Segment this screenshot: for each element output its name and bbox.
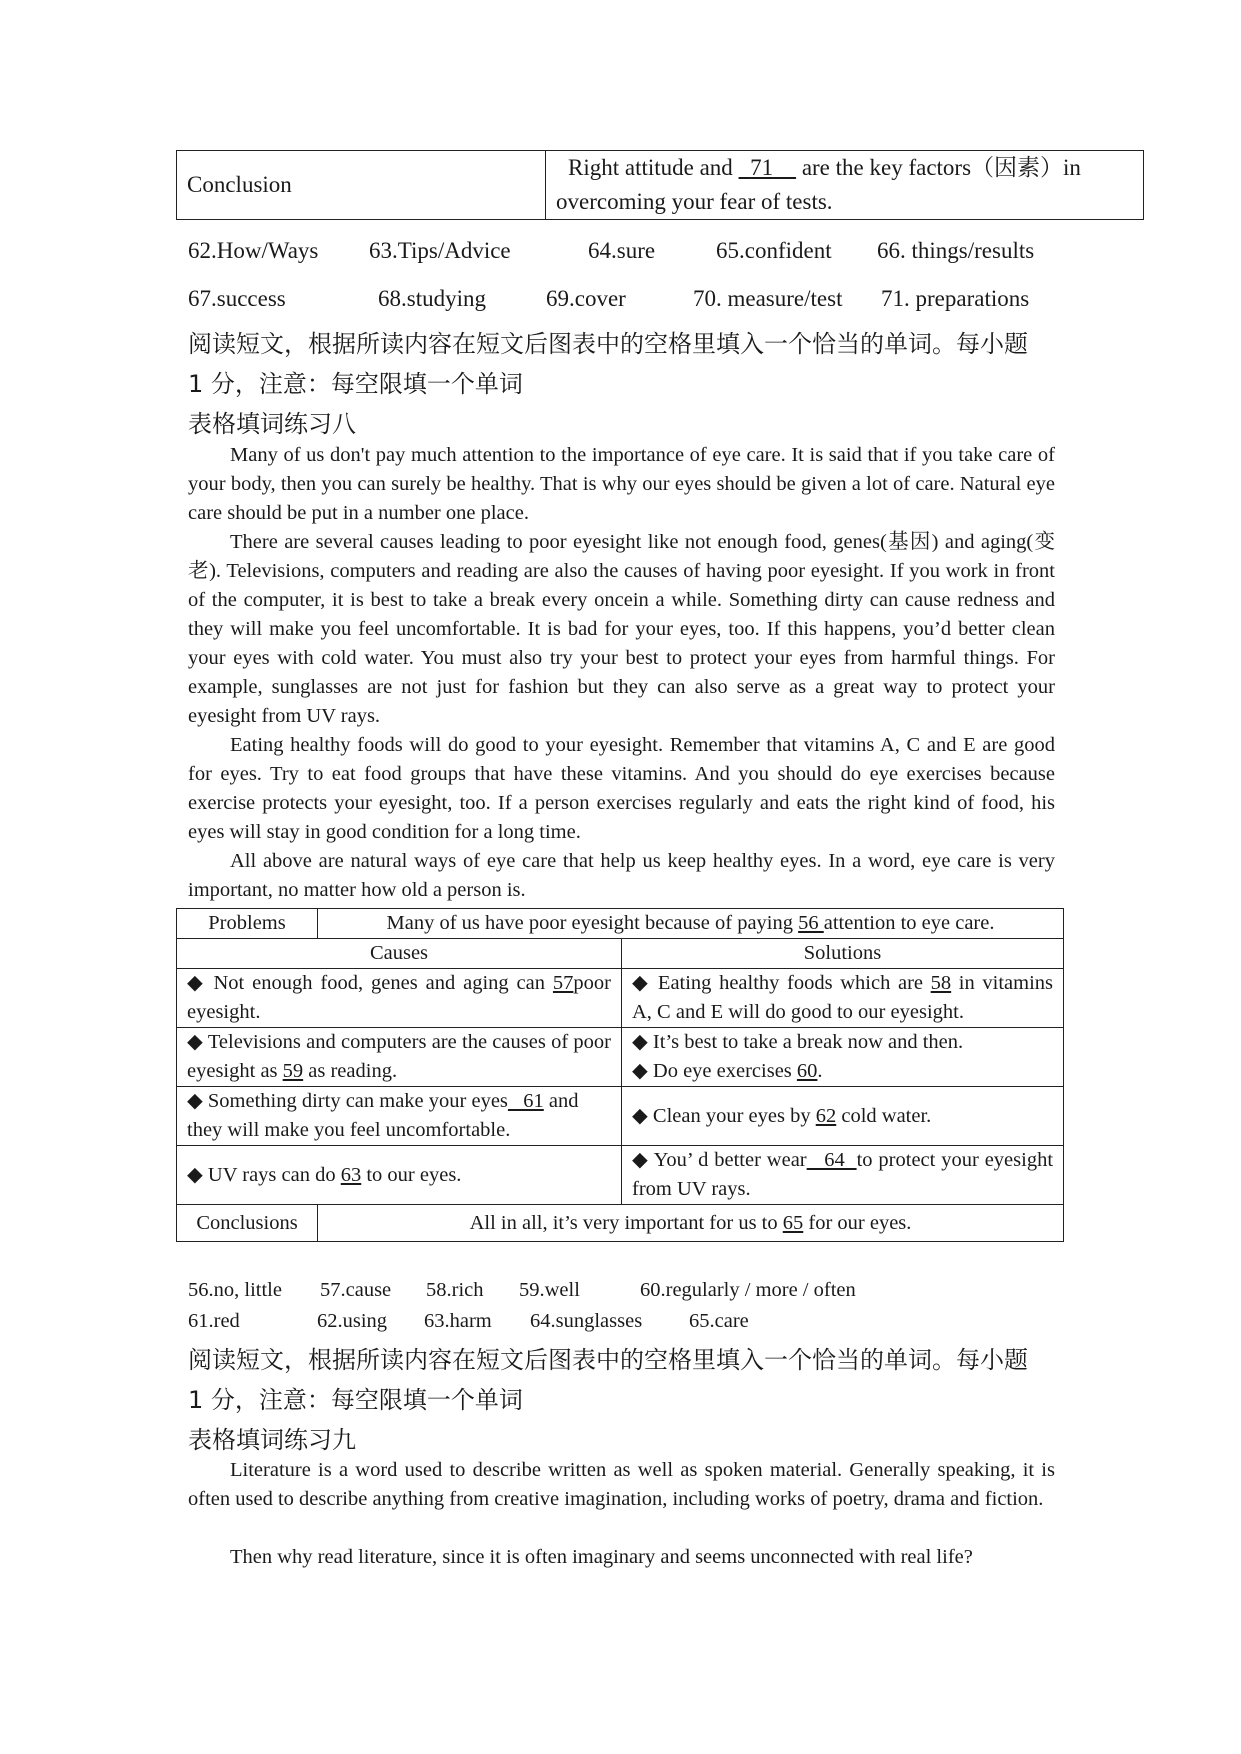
cause-text: as reading. — [303, 1060, 398, 1082]
answer-item: 63.harm — [424, 1310, 492, 1332]
section9-instruction-line1: 阅读短文，根据所读内容在短文后图表中的空格里填入一个恰当的单词。每小题 — [188, 1346, 1028, 1374]
solution-text: to protect your eyesight from UV rays. — [632, 1149, 1054, 1200]
blank-58: 58 — [930, 972, 952, 994]
table-row — [177, 1087, 1064, 1146]
solution-line — [632, 1057, 1053, 1086]
blank-56: 56 — [798, 912, 824, 934]
conclusion-text-after: are the key factors（因素）in overcoming your fear of tests. — [556, 155, 1081, 214]
blank-71-number: 71 — [750, 155, 774, 180]
solution-text: It’s best to take a break now and then. — [647, 1031, 964, 1053]
diamond-bullet-icon: ◆ — [187, 1163, 203, 1186]
answer-item: 64.sure — [588, 238, 656, 263]
answer-item: 71. preparations — [881, 286, 1030, 311]
table-row — [177, 151, 1144, 220]
section9-title: 表格填词练习九 — [188, 1426, 356, 1454]
answer-item: 69.cover — [546, 286, 626, 311]
answer-item: 61.red — [188, 1310, 240, 1332]
blank-62: 62 — [815, 1104, 837, 1127]
cause-text: to our eyes. — [361, 1163, 462, 1186]
eye-care-table — [176, 908, 1064, 1242]
problems-label: Problems — [177, 909, 318, 939]
conclusion-text — [546, 151, 1144, 220]
cause-cell — [177, 1087, 622, 1146]
cause-text: Not enough food, genes and aging can — [205, 972, 553, 994]
blank-64: 64 — [806, 1149, 857, 1171]
conclusion-label: Conclusion — [177, 151, 546, 220]
conclusions-text-before: All in all, it’s very important for us to — [469, 1212, 783, 1234]
answer-item: 59.well — [519, 1279, 580, 1301]
section8-paragraph-2: There are several causes leading to poor eyesight like not enough food, genes(基因) and aging(变老). Televisions, computers and reading are also the causes of having poor eyesight. If you work in front of the computer, it is best to take a break every oncein a while. Something dirty can cause redness and they will make you feel uncomfortable. It is bad for your eyes, too. If this happens, you’d better clean your eyes with cold water. You must also try your best to protect your eyes from harmful things. For example, sunglasses are not just for fashion but they can also serve as a great way to protect your eyesight from UV rays. — [188, 531, 1055, 727]
answer-item: 66. things/results — [877, 238, 1035, 263]
section8-paragraph-1: Many of us don't pay much attention to the importance of eye care. It is said that if you take care of your body, then you can surely be healthy. That is why our eyes should be given a lot of care. Natural eye care should be put in a number one place. — [188, 444, 1055, 524]
solution-text: in vitamins A, C and E will do good to our eyesight. — [632, 972, 1053, 1023]
section9-instruction-line2: 1 分，注意：每空限填一个单词 — [188, 1386, 523, 1414]
table-row — [177, 969, 1064, 1028]
section9-paragraph-2: Then why read literature, since it is often imaginary and seems unconnected with real life? — [230, 1546, 973, 1568]
table-row — [177, 1146, 1064, 1205]
section8-instruction-line2: 1 分，注意：每空限填一个单词 — [188, 370, 523, 398]
section8-instruction-line1: 阅读短文，根据所读内容在短文后图表中的空格里填入一个恰当的单词。每小题 — [188, 330, 1028, 358]
table-row — [177, 1205, 1064, 1242]
answer-item: 62.How/Ways — [188, 238, 319, 263]
solution-line — [632, 1028, 1053, 1057]
cause-text: UV rays can do — [202, 1163, 341, 1186]
blank-65: 65 — [782, 1212, 804, 1234]
cause-cell — [177, 1146, 622, 1205]
section8-title: 表格填词练习八 — [188, 410, 356, 438]
diamond-bullet-icon: ◆ — [632, 1060, 648, 1082]
blank-59: 59 — [282, 1060, 304, 1082]
diamond-bullet-icon: ◆ — [187, 972, 206, 994]
cause-text: poor eyesight. — [187, 972, 611, 1023]
conclusions-text-after: for our eyes. — [803, 1212, 912, 1234]
cause-cell — [177, 969, 622, 1028]
table-row — [177, 909, 1064, 939]
answer-item: 67.success — [188, 286, 286, 311]
diamond-bullet-icon: ◆ — [632, 1031, 648, 1053]
answer-item: 60.regularly / more / often — [640, 1279, 856, 1301]
diamond-bullet-icon: ◆ — [187, 1090, 203, 1112]
conclusion-table — [176, 150, 1144, 220]
answer-item: 68.studying — [378, 286, 486, 311]
problems-text-after: attention to eye care. — [823, 912, 995, 934]
conclusions-text — [318, 1205, 1064, 1242]
problems-text-before: Many of us have poor eyesight because of paying — [386, 912, 799, 934]
solution-text: Do eye exercises — [647, 1060, 797, 1082]
blank-71 — [739, 155, 797, 180]
answer-item: 65.confident — [716, 238, 832, 263]
answer-item: 65.care — [689, 1310, 749, 1332]
answer-item: 57.cause — [320, 1279, 392, 1301]
solution-text: You’ d better wear — [648, 1149, 807, 1171]
solution-text: cold water. — [836, 1104, 932, 1127]
answer-item: 58.rich — [426, 1279, 484, 1301]
section9-paragraph-1: Literature is a word used to describe written as well as spoken material. Generally speaking, it is often used to describe anything from creative imagination, including works of poetry, drama and fiction. — [188, 1459, 1055, 1510]
cause-cell — [177, 1028, 622, 1087]
problems-text — [318, 909, 1064, 939]
solution-cell — [622, 1146, 1064, 1205]
diamond-bullet-icon: ◆ — [187, 1031, 203, 1053]
section8-paragraph-3: Eating healthy foods will do good to your eyesight. Remember that vitamins A, C and E are good for eyes. Try to eat food groups that have these vitamins. And you should do eye exercises because exercise protects your eyesight, too. If a person exercises regularly and eats the right kind of food, his eyes will stay in good condition for a long time. — [188, 734, 1055, 843]
table-row — [177, 1028, 1064, 1087]
blank-57: 57 — [552, 972, 574, 994]
section8-paragraph-4: All above are natural ways of eye care that help us keep healthy eyes. In a word, eye care is very important, no matter how old a person is. — [188, 850, 1055, 901]
solution-text: Clean your eyes by — [647, 1104, 816, 1127]
diamond-bullet-icon: ◆ — [632, 1149, 649, 1171]
blank-61: 61 — [507, 1090, 544, 1112]
solution-cell — [622, 1087, 1064, 1146]
cause-text: Something dirty can make your eyes — [202, 1090, 508, 1112]
answer-item: 70. measure/test — [693, 286, 843, 311]
solution-text: . — [817, 1060, 823, 1082]
blank-60: 60 — [796, 1060, 818, 1082]
solution-cell — [622, 1028, 1064, 1087]
diamond-bullet-icon: ◆ — [632, 972, 651, 994]
answer-item: 64.sunglasses — [530, 1310, 643, 1332]
table-row — [177, 939, 1064, 969]
answer-item: 56.no, little — [188, 1279, 282, 1301]
conclusions-label: Conclusions — [177, 1205, 318, 1242]
conclusion-text-before: Right attitude and — [568, 155, 739, 180]
answer-item: 63.Tips/Advice — [369, 238, 511, 263]
cause-text: and they will make you feel uncomfortable. — [187, 1090, 579, 1141]
answer-item: 62.using — [317, 1310, 388, 1332]
solutions-header: Solutions — [622, 939, 1064, 969]
cause-text: Televisions and computers are the causes of poor eyesight as — [187, 1031, 612, 1082]
blank-63: 63 — [340, 1163, 362, 1186]
solution-cell — [622, 969, 1064, 1028]
causes-header: Causes — [177, 939, 622, 969]
solution-text: Eating healthy foods which are — [650, 972, 931, 994]
diamond-bullet-icon: ◆ — [632, 1104, 648, 1127]
